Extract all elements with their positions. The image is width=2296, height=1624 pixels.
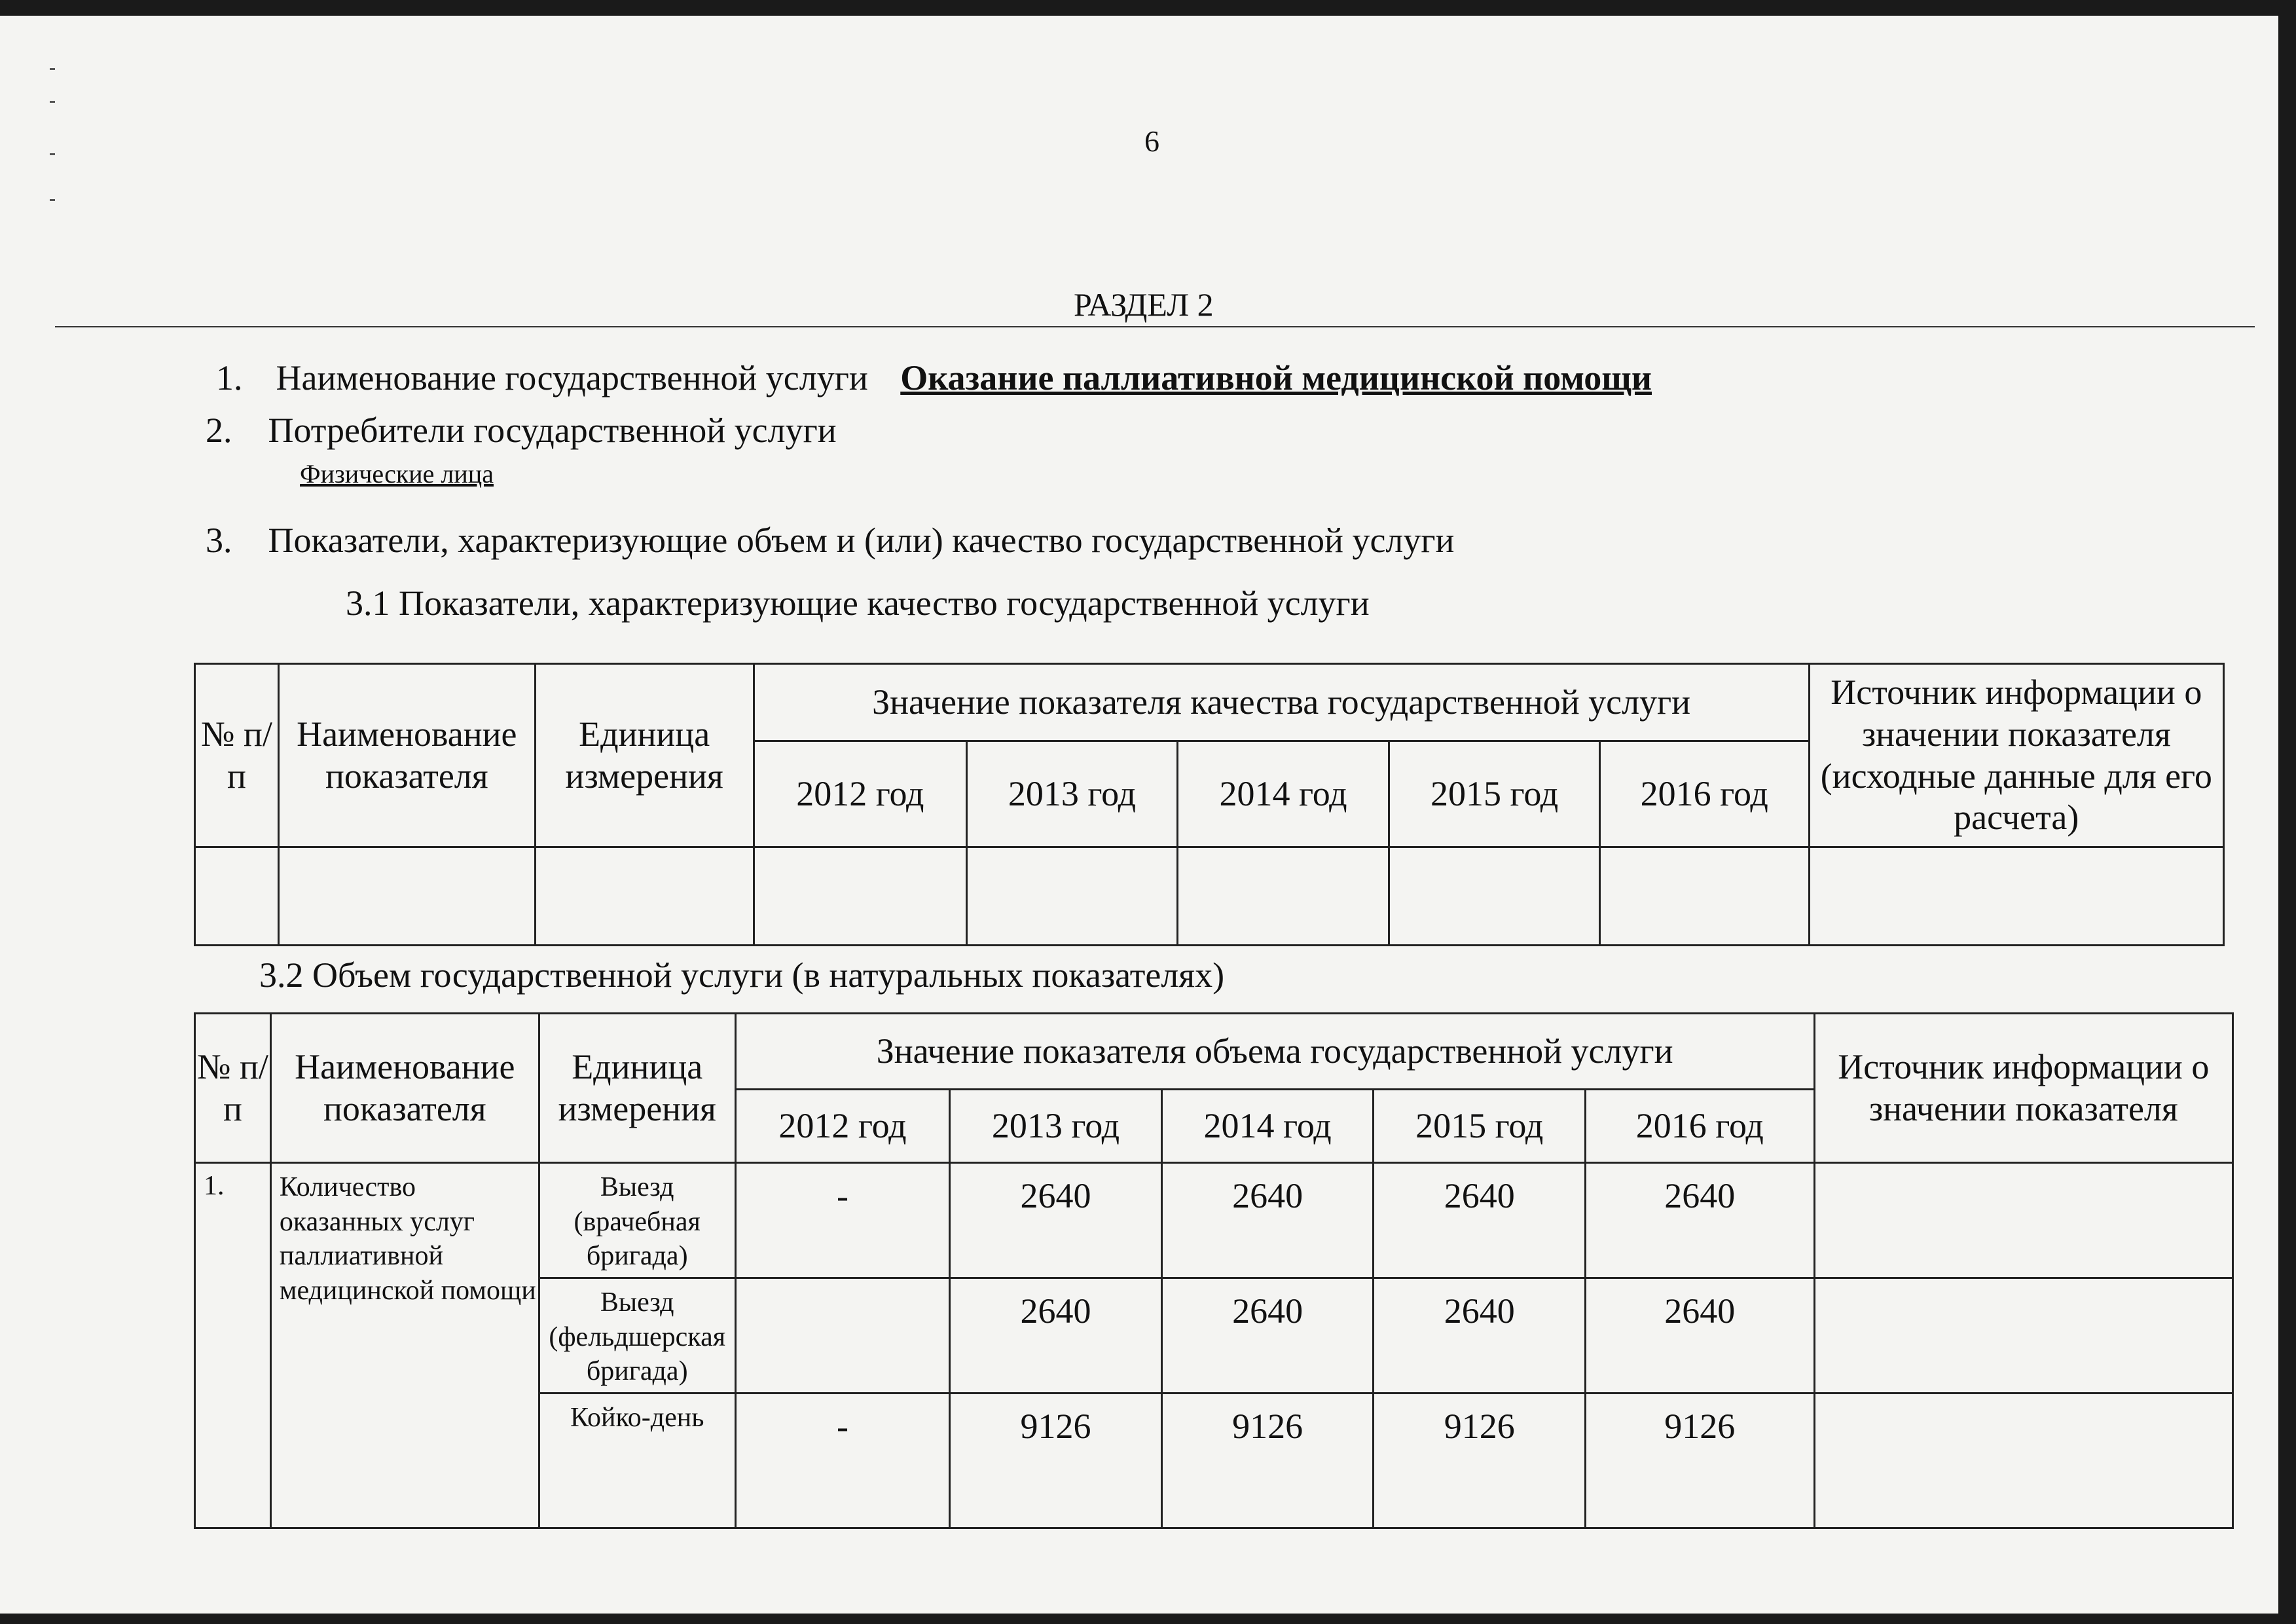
item-3-num: 3. (206, 521, 232, 560)
row-unit: Выезд (врачебная бригада) (539, 1163, 735, 1278)
col-value-group-header: Значение показателя качества государственной услуги (754, 664, 1809, 741)
row-value: 9126 (950, 1393, 1162, 1528)
col-source-header: Источник информации о значении показателя (1814, 1014, 2232, 1163)
col-name-header: Наименование показателя (278, 664, 535, 847)
year-header: 2013 год (950, 1090, 1162, 1163)
row-value: 2640 (1374, 1163, 1586, 1278)
table-cell (195, 847, 279, 946)
volume-table (194, 1012, 2234, 1529)
table-row (195, 847, 2224, 946)
row-unit: Койко-день (539, 1393, 735, 1528)
table-cell (754, 847, 967, 946)
row-name: Количество оказанных услуг паллиативной медицинской помощи (270, 1163, 539, 1528)
item-3-label: Показатели, характеризующие объем и (или) качество государственной услуги (268, 521, 1455, 560)
row-source (1814, 1393, 2232, 1528)
year-header: 2013 год (967, 741, 1178, 847)
section-title: РАЗДЕЛ 2 (1074, 286, 1214, 323)
page-number: 6 (1144, 124, 1159, 158)
subsection-3-2: 3.2 Объем государственной услуги (в натуральных показателях) (259, 955, 1225, 995)
row-unit: Выезд (фельдшерская бригада) (539, 1278, 735, 1393)
col-value-group-header: Значение показателя объема государственной услуги (735, 1014, 1814, 1090)
year-header: 2016 год (1586, 1090, 1815, 1163)
year-header: 2014 год (1177, 741, 1389, 847)
section-divider (55, 326, 2255, 327)
col-num-header: № п/п (195, 664, 279, 847)
row-value: 2640 (1374, 1278, 1586, 1393)
table-cell (1389, 847, 1600, 946)
year-header: 2012 год (754, 741, 967, 847)
row-value: 2640 (1161, 1278, 1374, 1393)
document-page (0, 16, 2278, 1614)
subsection-3-1: 3.1 Показатели, характеризующие качество государственной услуги (346, 583, 1370, 623)
row-value: 2640 (1161, 1163, 1374, 1278)
row-source (1814, 1163, 2232, 1278)
row-value: 9126 (1586, 1393, 1815, 1528)
year-header: 2014 год (1161, 1090, 1374, 1163)
item-1-num: 1. (216, 358, 243, 397)
table-cell (1599, 847, 1809, 946)
row-value: 9126 (1161, 1393, 1374, 1528)
table-cell (278, 847, 535, 946)
year-header: 2016 год (1599, 741, 1809, 847)
item-2 (206, 410, 837, 451)
col-num-header: № п/п (195, 1014, 271, 1163)
item-2-label: Потребители государственной услуги (268, 411, 837, 450)
row-value: - (735, 1393, 950, 1528)
row-value: 2640 (950, 1163, 1162, 1278)
row-source (1814, 1278, 2232, 1393)
row-value: - (735, 1163, 950, 1278)
col-name-header: Наименование показателя (270, 1014, 539, 1163)
year-header: 2015 год (1374, 1090, 1586, 1163)
row-value: 2640 (1586, 1163, 1815, 1278)
item-1 (216, 358, 1652, 398)
row-value (735, 1278, 950, 1393)
col-unit-header: Единица измерения (535, 664, 754, 847)
year-header: 2015 год (1389, 741, 1600, 847)
row-number: 1. (195, 1163, 271, 1528)
scan-marks (46, 55, 59, 219)
item-2-value: Физические лица (300, 459, 494, 489)
col-source-header: Источник информации о значении показателя (исходные данные для его расчета) (1809, 664, 2223, 847)
table-cell (1177, 847, 1389, 946)
item-1-value: Оказание паллиативной медицинской помощи (900, 358, 1652, 397)
item-2-num: 2. (206, 411, 232, 450)
table-row (195, 1163, 2233, 1278)
item-1-label: Наименование государственной услуги (276, 358, 868, 397)
row-value: 9126 (1374, 1393, 1586, 1528)
row-value: 2640 (950, 1278, 1162, 1393)
quality-table (194, 663, 2225, 946)
item-3 (206, 520, 1454, 561)
row-value: 2640 (1586, 1278, 1815, 1393)
col-unit-header: Единица измерения (539, 1014, 735, 1163)
table-cell (967, 847, 1178, 946)
table-cell (535, 847, 754, 946)
table-cell (1809, 847, 2223, 946)
year-header: 2012 год (735, 1090, 950, 1163)
